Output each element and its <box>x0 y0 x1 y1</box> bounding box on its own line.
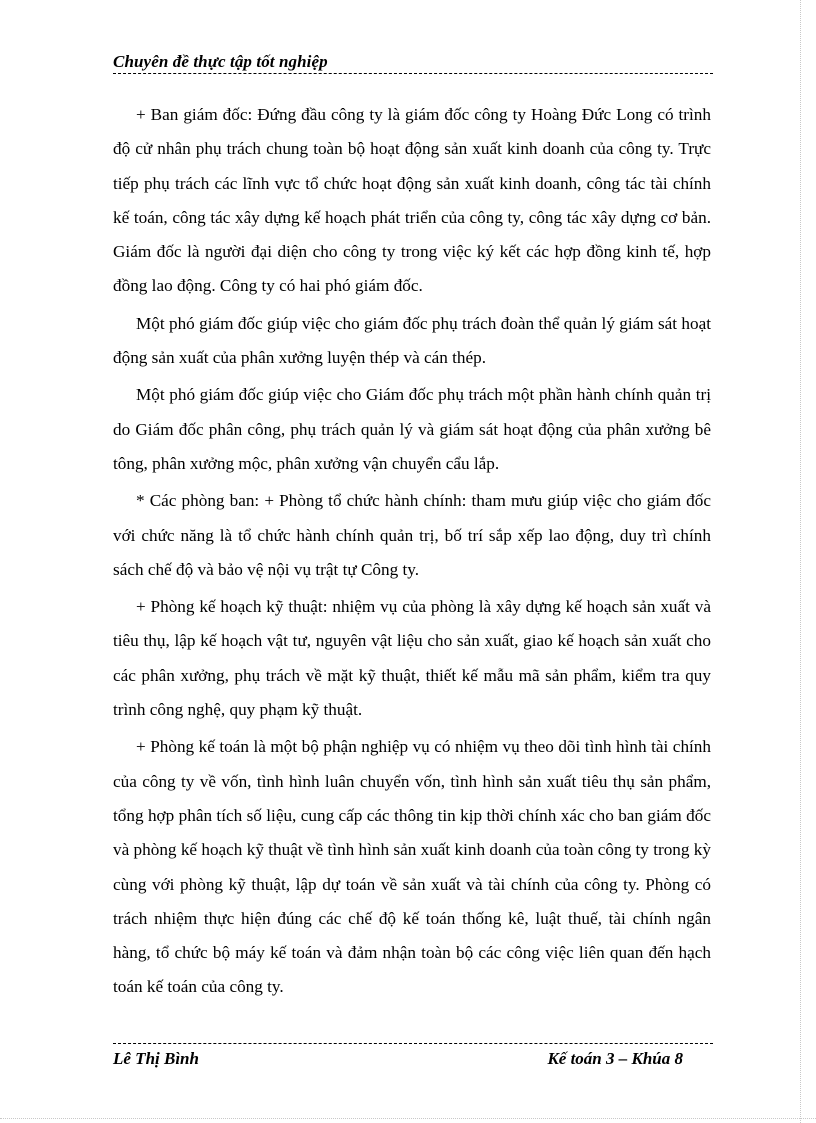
footer-divider <box>113 1043 713 1044</box>
paragraph-deputy-director-2: Một phó giám đốc giúp việc cho Giám đốc phụ trách một phần hành chính quản trị do Giám đốc phân công, phụ trách quản lý và giám sát hoạt động của phân xưởng bê tông, phân xưởng mộc, phân xưởng vận chuyển cẩu lắp. <box>113 385 711 473</box>
class-info: Kế toán 3 – Khúa 8 <box>547 1049 683 1068</box>
author-name: Lê Thị Bình <box>113 1049 199 1068</box>
paragraph-deputy-director-1: Một phó giám đốc giúp việc cho giám đốc phụ trách đoàn thể quản lý giám sát hoạt động sản xuất của phân xưởng luyện thép và cán thép. <box>113 313 711 368</box>
document-body <box>113 98 711 1008</box>
header-divider <box>113 73 713 74</box>
page-edge-right <box>800 0 801 1123</box>
page-footer <box>113 1040 713 1080</box>
paragraph-planning-dept: + Phòng kế hoạch kỹ thuật: nhiệm vụ của phòng là xây dựng kế hoạch sản xuất và tiêu thụ, lập kế hoạch vật tư, nguyên vật liệu cho sản xuất, giao kế hoạch sản xuất cho các phân xưởng, phụ trách về mặt kỹ thuật, thiết kế mẫu mã sản phẩm, kiểm tra quy trình công nghệ, quy phạm kỹ thuật. <box>113 597 711 720</box>
page-header <box>113 50 713 78</box>
document-title: Chuyên đề thực tập tốt nghiệp <box>113 52 328 71</box>
page-edge-bottom <box>0 1118 816 1119</box>
paragraph-accounting-dept: + Phòng kế toán là một bộ phận nghiệp vụ có nhiệm vụ theo dõi tình hình tài chính của công ty về vốn, tình hình luân chuyển vốn, tình hình sản xuất tiêu thụ sản phẩm, tổng hợp phân tích số liệu, cung cấp các thông tin kịp thời chính xác cho ban giám đốc và phòng kế hoạch kỹ thuật về tình hình sản xuất kinh doanh của toàn công ty trong kỳ cùng với phòng kỹ thuật, lập dự toán về sản xuất và tài chính của công ty. Phòng có trách nhiệm thực hiện đúng các chế độ kế toán thống kê, luật thuế, tài chính ngân hàng, tổ chức bộ máy kế toán và đảm nhận toàn bộ các công việc liên quan đến hạch toán kế toán của công ty. <box>113 737 711 997</box>
paragraph-departments: * Các phòng ban: + Phòng tổ chức hành chính: tham mưu giúp việc cho giám đốc với chức năng là tổ chức hành chính quản trị, bố trí sắp xếp lao động, duy trì chính sách chế độ và bảo vệ nội vụ trật tự Công ty. <box>113 491 711 579</box>
paragraph-board-of-directors: + Ban giám đốc: Đứng đầu công ty là giám đốc công ty Hoàng Đức Long có trình độ cử nhân phụ trách chung toàn bộ hoạt động sản xuất kinh doanh của công ty. Trực tiếp phụ trách các lĩnh vực tổ chức hoạt động sản xuất kinh doanh, công tác tài chính kế toán, công tác xây dựng kế hoạch phát triển của công ty, công tác xây dựng cơ bản. Giám đốc là người đại diện cho công ty trong việc ký kết các hợp đồng kinh tế, hợp đồng lao động. Công ty có hai phó giám đốc. <box>113 105 711 296</box>
